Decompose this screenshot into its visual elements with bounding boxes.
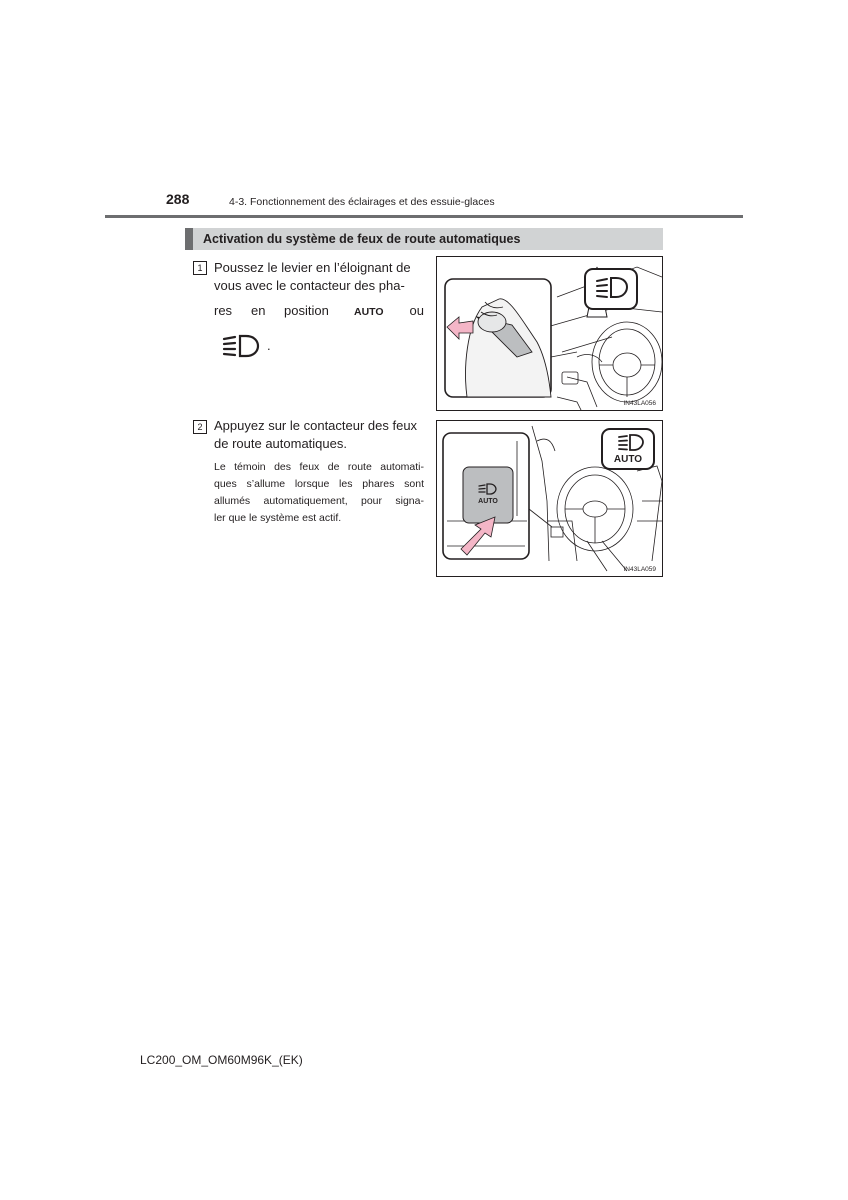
section-title: Activation du système de feux de route automatiques xyxy=(203,232,521,246)
callout-auto-label: AUTO xyxy=(613,454,643,465)
step-1-word-en: en xyxy=(251,303,266,318)
switch-illustration xyxy=(437,421,663,577)
step-1-word-ou: ou xyxy=(409,303,424,318)
step-1-word-res: res xyxy=(214,303,233,318)
switch-auto-label: AUTO xyxy=(478,498,498,505)
running-head: 4-3. Fonctionnement des éclairages et des essuie-glaces xyxy=(229,196,495,208)
step-2-note-line-4: ler que le système est actif. xyxy=(214,512,342,524)
auto-high-beam-icon xyxy=(221,334,261,363)
figure-code: IN43LA059 xyxy=(623,566,656,573)
section-bar xyxy=(185,228,663,250)
step-1-auto-label: AUTO xyxy=(354,306,384,318)
step-number-1: 1 xyxy=(193,261,207,275)
figure-switch xyxy=(436,420,663,577)
figure-code: IN43LA056 xyxy=(623,400,656,407)
step-2-line-1: Appuyez sur le contacteur des feux xyxy=(214,418,418,433)
step-1-line-3 xyxy=(214,301,424,321)
step-1-line-2: vous avec le contacteur des pha- xyxy=(214,278,405,293)
header-rule xyxy=(105,215,743,218)
step-2-note-line-1: Le témoin des feux de route automati- xyxy=(214,461,424,473)
step-1-word-position: position xyxy=(284,303,329,318)
lever-illustration xyxy=(437,257,663,411)
step-1-line-1: Poussez le levier en l’éloignant de xyxy=(214,260,411,275)
step-2-note-line-3: allumés automatiquement, pour signa- xyxy=(214,495,424,507)
figure-lever xyxy=(436,256,663,411)
step-2-line-2: de route automatiques. xyxy=(214,436,347,451)
page-number: 288 xyxy=(166,191,190,207)
footer-doc-code: LC200_OM_OM60M96K_(EK) xyxy=(140,1053,303,1067)
step-1-period: . xyxy=(267,338,271,353)
step-number-2: 2 xyxy=(193,420,207,434)
step-2-note-line-2: ques s’allume lorsque les phares sont xyxy=(214,478,424,490)
